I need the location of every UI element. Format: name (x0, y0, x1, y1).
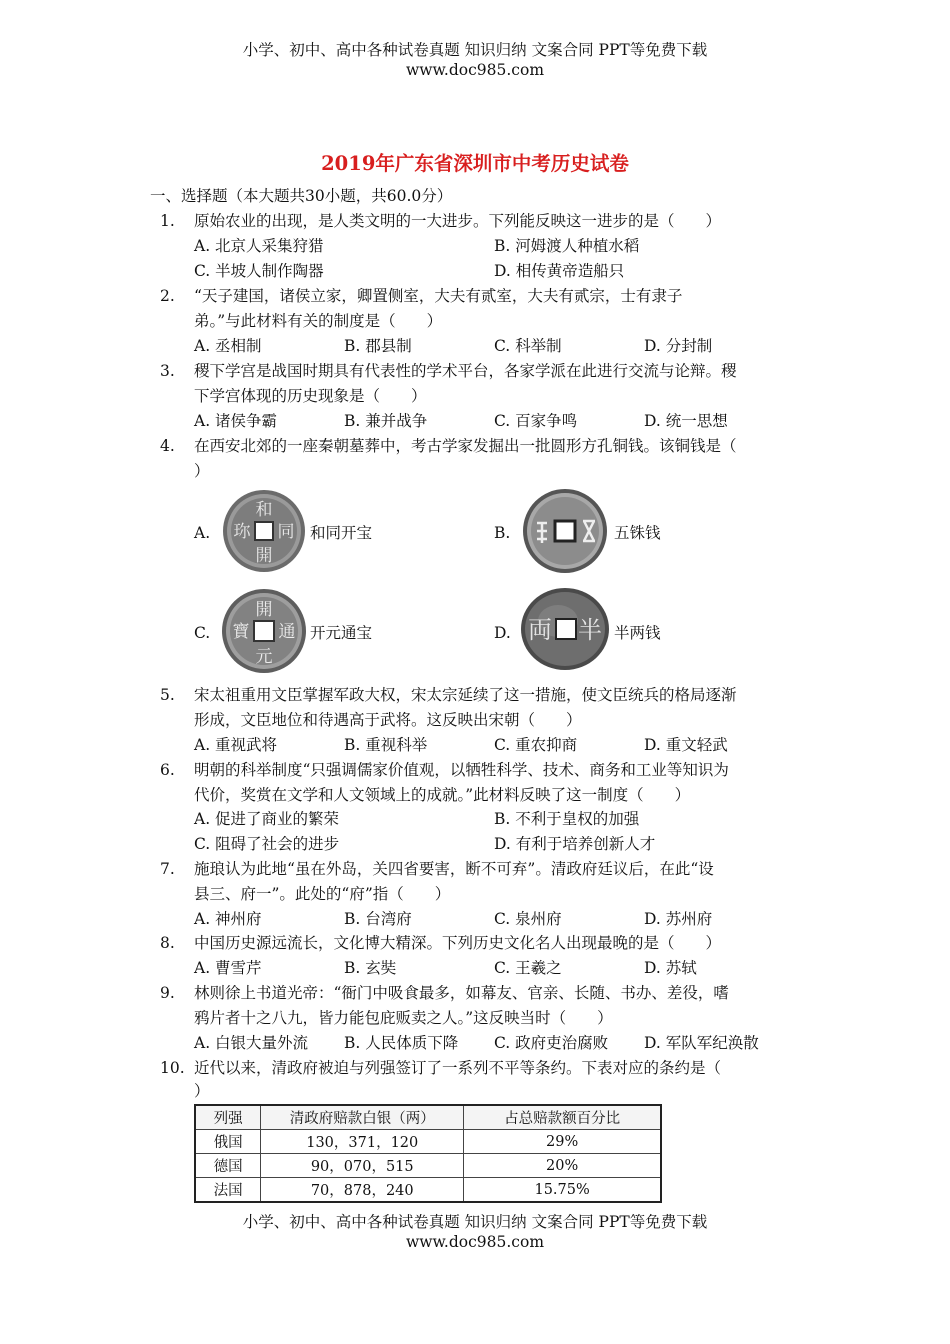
q9-stem-line2: 鸦片者十之八九，皆力能包庇贩卖之人。”这反映当时（ ） (194, 1009, 613, 1027)
q4-stem-line1: 在西安北郊的一座秦朝墓葬中，考古学家发掘出一批圆形方孔铜钱。该铜钱是（ (194, 437, 737, 455)
q1-option-d[interactable]: D. 相传黄帝造船只 (494, 262, 625, 280)
q5-option-c[interactable]: C. 重农抑商 (494, 736, 578, 754)
q5-option-b[interactable]: B. 重视科举 (344, 736, 428, 754)
q10-number: 10. (160, 1059, 185, 1077)
table-cell: 15.75% (464, 1178, 661, 1203)
q8-option-a[interactable]: A. 曹雪芹 (194, 959, 262, 977)
q7-option-c[interactable]: C. 泉州府 (494, 910, 562, 928)
table-row (195, 1154, 661, 1178)
q5-stem-line1: 宋太祖重用文臣掌握军政大权，宋太宗延续了这一措施，使文臣统兵的格局逐渐 (194, 686, 737, 704)
q6-stem-line2: 代价，奖赏在文学和人文领域上的成就。”此材料反映了这一制度（ ） (194, 786, 691, 804)
q3-option-c[interactable]: C. 百家争鸣 (494, 412, 578, 430)
q7-number: 7. (160, 860, 175, 878)
q3-option-a[interactable]: A. 诸侯争霸 (194, 412, 278, 430)
q2-number: 2. (160, 287, 175, 305)
q5-option-a[interactable]: A. 重视武将 (194, 736, 278, 754)
q4-option-c[interactable]: 开元通宝 (310, 624, 373, 642)
q9-option-c[interactable]: C. 政府吏治腐败 (494, 1034, 609, 1052)
table-cell: 20% (464, 1154, 661, 1178)
table-cell: 德国 (195, 1154, 261, 1178)
q4-option-b[interactable]: 五铢钱 (614, 524, 661, 542)
q3-option-d[interactable]: D. 统一思想 (644, 412, 728, 430)
q6-option-a[interactable]: A. 促进了商业的繁荣 (194, 810, 340, 828)
q2-stem-line1: “天子建国，诸侯立家，卿置侧室，大夫有贰室，大夫有贰宗，士有隶子 (194, 287, 683, 305)
q3-stem-line1: 稷下学宫是战国时期具有代表性的学术平台，各家学派在此进行交流与论辩。稷 (194, 362, 737, 380)
q6-option-d[interactable]: D. 有利于培养创新人才 (494, 835, 656, 853)
q6-option-c[interactable]: C. 阻碍了社会的进步 (194, 835, 340, 853)
q1-stem: 原始农业的出现，是人类文明的一大进步。下列能反映这一进步的是（ ） (194, 212, 722, 230)
footer-url[interactable]: www.doc985.com (405, 1233, 545, 1251)
q10-stem-line1: 近代以来，清政府被迫与列强签订了一系列不平等条约。下表对应的条约是（ (194, 1059, 722, 1077)
page-title: 2019年广东省深圳市中考历史试卷 (321, 152, 629, 175)
q5-stem-line2: 形成，文臣地位和待遇高于武将。这反映出宋朝（ ） (194, 711, 582, 729)
q5-number: 5. (160, 686, 175, 704)
indemnity-table (194, 1104, 662, 1203)
q2-option-c[interactable]: C. 科举制 (494, 337, 562, 355)
q5-option-d[interactable]: D. 重文轻武 (644, 736, 728, 754)
coin-a-char-top: 和 (255, 500, 273, 520)
q2-option-d[interactable]: D. 分封制 (644, 337, 713, 355)
q8-stem: 中国历史源远流长，文化博大精深。下列历史文化名人出现最晚的是（ ） (194, 934, 722, 952)
section-heading: 一、选择题（本大题共30小题，共60.0分） (150, 187, 453, 205)
table-header-cell: 清政府赔款白银（两） (261, 1105, 464, 1130)
q6-number: 6. (160, 761, 175, 779)
q3-stem-line2: 下学宫体现的历史现象是（ ） (194, 387, 427, 405)
q4-option-d[interactable]: 半两钱 (614, 624, 661, 642)
coin-c-char-left: 寶 (232, 622, 250, 642)
q7-option-d[interactable]: D. 苏州府 (644, 910, 713, 928)
coin-c-char-top: 開 (255, 600, 273, 620)
table-header-cell: 占总赔款额百分比 (464, 1105, 661, 1130)
q9-option-d[interactable]: D. 军队军纪涣散 (644, 1034, 759, 1052)
q4-option-c-letter[interactable]: C. (194, 624, 211, 642)
coin-d-char-right: 半 (578, 616, 602, 644)
coin-d-char-left: 両 (528, 616, 552, 644)
q7-stem-line2: 县三、府一”。此处的“府”指（ ） (194, 885, 451, 903)
q9-stem-line1: 林则徐上书道光帝：“衙门中吸食最多，如幕友、官亲、长随、书办、差役，嗜 (194, 984, 729, 1002)
q4-stem-line2: ） (194, 462, 210, 480)
q4-option-b-letter[interactable]: B. (494, 524, 511, 542)
table-cell: 俄国 (195, 1130, 261, 1154)
q2-option-b[interactable]: B. 郡县制 (344, 337, 412, 355)
coin-c-char-bottom: 元 (255, 647, 273, 667)
coin-a-char-right: 同 (277, 522, 295, 542)
q9-option-a[interactable]: A. 白银大量外流 (194, 1034, 309, 1052)
table-header-cell: 列强 (195, 1105, 261, 1130)
footer-banner: 小学、初中、高中各种试卷真题 知识归纳 文案合同 PPT等免费下载 (242, 1213, 708, 1231)
coin-a-char-bottom: 開 (255, 546, 273, 566)
table-cell: 130，371，120 (261, 1130, 464, 1154)
q6-stem-line1: 明朝的科举制度“只强调儒家价值观，以牺牲科学、技术、商务和工业等知识为 (194, 761, 729, 779)
q8-option-c[interactable]: C. 王羲之 (494, 959, 562, 977)
q6-option-b[interactable]: B. 不利于皇权的加强 (494, 810, 640, 828)
q1-option-c[interactable]: C. 半坡人制作陶器 (194, 262, 324, 280)
q3-number: 3. (160, 362, 175, 380)
header-url[interactable]: www.doc985.com (405, 61, 545, 79)
q8-option-d[interactable]: D. 苏轼 (644, 959, 697, 977)
table-header-row (195, 1105, 661, 1130)
q4-option-d-letter[interactable]: D. (494, 624, 511, 642)
table-row (195, 1130, 661, 1154)
coin-a-char-left: 珎 (233, 522, 251, 542)
q2-stem-line2: 弟。”与此材料有关的制度是（ ） (194, 312, 443, 330)
q2-option-a[interactable]: A. 丞相制 (194, 337, 262, 355)
q4-number: 4. (160, 437, 175, 455)
q8-option-b[interactable]: B. 玄奘 (344, 959, 397, 977)
q7-stem-line1: 施琅认为此地“虽在外岛，关四省要害，断不可弃”。清政府廷议后，在此“设 (194, 860, 714, 878)
coin-c-image (220, 587, 308, 675)
q3-option-b[interactable]: B. 兼并战争 (344, 412, 428, 430)
table-row (195, 1178, 661, 1203)
table-cell: 70，878，240 (261, 1178, 464, 1203)
q9-option-b[interactable]: B. 人民体质下降 (344, 1034, 459, 1052)
q4-option-a-letter[interactable]: A. (194, 524, 211, 542)
q1-number: 1. (160, 212, 175, 230)
q9-number: 9. (160, 984, 175, 1002)
header-banner: 小学、初中、高中各种试卷真题 知识归纳 文案合同 PPT等免费下载 (242, 41, 708, 59)
q10-stem-line2: ） (194, 1082, 210, 1100)
coin-d-image (518, 585, 612, 673)
table-cell: 90，070，515 (261, 1154, 464, 1178)
coin-c-char-right: 通 (278, 622, 296, 642)
q1-option-b[interactable]: B. 河姆渡人种植水稻 (494, 237, 640, 255)
q8-number: 8. (160, 934, 175, 952)
q7-option-b[interactable]: B. 台湾府 (344, 910, 412, 928)
coin-b-image (521, 487, 609, 575)
q4-option-a[interactable]: 和同开宝 (310, 524, 373, 542)
table-cell: 法国 (195, 1178, 261, 1203)
q1-option-a[interactable]: A. 北京人采集狩猎 (194, 237, 324, 255)
coin-a-image (221, 488, 307, 574)
table-cell: 29% (464, 1130, 661, 1154)
q7-option-a[interactable]: A. 神州府 (194, 910, 262, 928)
